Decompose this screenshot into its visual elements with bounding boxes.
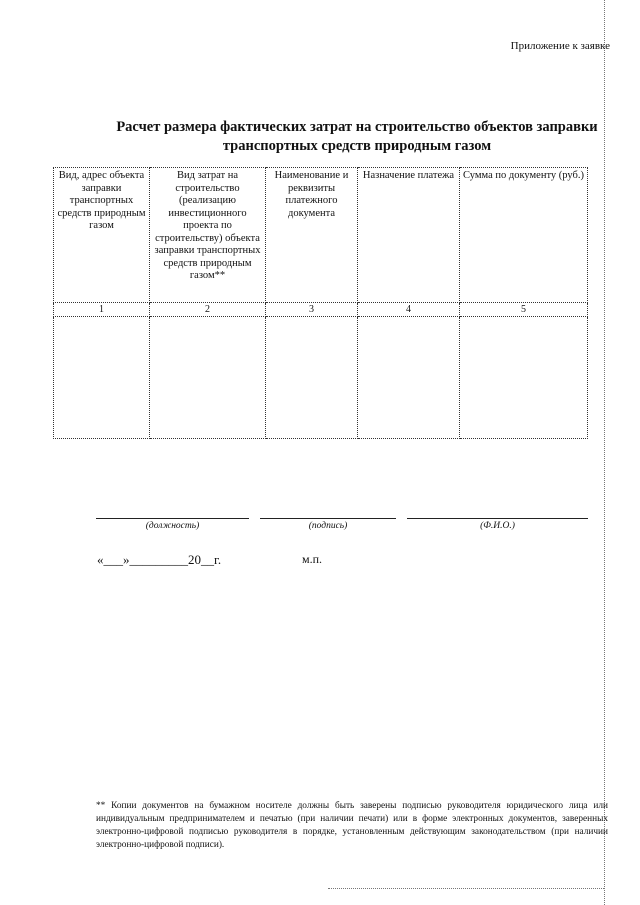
table-number-row [54,303,588,317]
signature-line[interactable] [260,518,396,519]
col-header-object: Вид, адрес объекта заправки транспортных средств природным газом [54,168,150,303]
col-header-purpose: Назначение платежа [358,168,460,303]
table-cell-empty[interactable] [358,317,460,439]
table-cell-empty[interactable] [54,317,150,439]
col-number: 3 [266,303,358,317]
table-header-row [54,168,588,303]
document-title [92,118,622,156]
col-number: 5 [460,303,588,317]
name-caption: (Ф.И.О.) [480,521,515,531]
col-number: 4 [358,303,460,317]
cost-table [53,167,588,439]
annex-label: Приложение к заявке [510,40,610,52]
title-line-2: транспортных средств природным газом [222,138,492,154]
name-line[interactable] [407,518,588,519]
signature-caption: (подпись) [308,521,348,531]
table-cell-empty[interactable] [150,317,266,439]
col-header-document: Наименование и реквизиты платежного документа [266,168,358,303]
table-cell-empty[interactable] [460,317,588,439]
footnote: ** Копии документов на бумажном носителе должны быть заверены подписью руководителя юридического лица или индивидуальным предпринимателем и печатью (при наличии печати) или в форме электронных документов, заверенных электронно-цифровой подписью руководителя в порядке, установленным действующим законодательством (при наличии электронно-цифровой подписи). [96,801,608,850]
position-line[interactable] [96,518,249,519]
col-header-amount: Сумма по документу (руб.) [460,168,588,303]
table-cell-empty[interactable] [266,317,358,439]
stamp-place-label: м.п. [302,552,323,566]
col-number: 2 [150,303,266,317]
col-number: 1 [54,303,150,317]
scan-bottom-line [328,888,604,889]
table-row [54,317,588,439]
date-field[interactable]: «___»_________20__г. [97,552,222,567]
title-line-1: Расчет размера фактических затрат на строительство объектов заправки [116,119,598,135]
position-caption: (должность) [145,521,200,531]
col-header-cost-type: Вид затрат на строительство (реализацию инвестиционного проекта по строительству) объекта заправки транспортных средств природным газом** [150,168,266,303]
